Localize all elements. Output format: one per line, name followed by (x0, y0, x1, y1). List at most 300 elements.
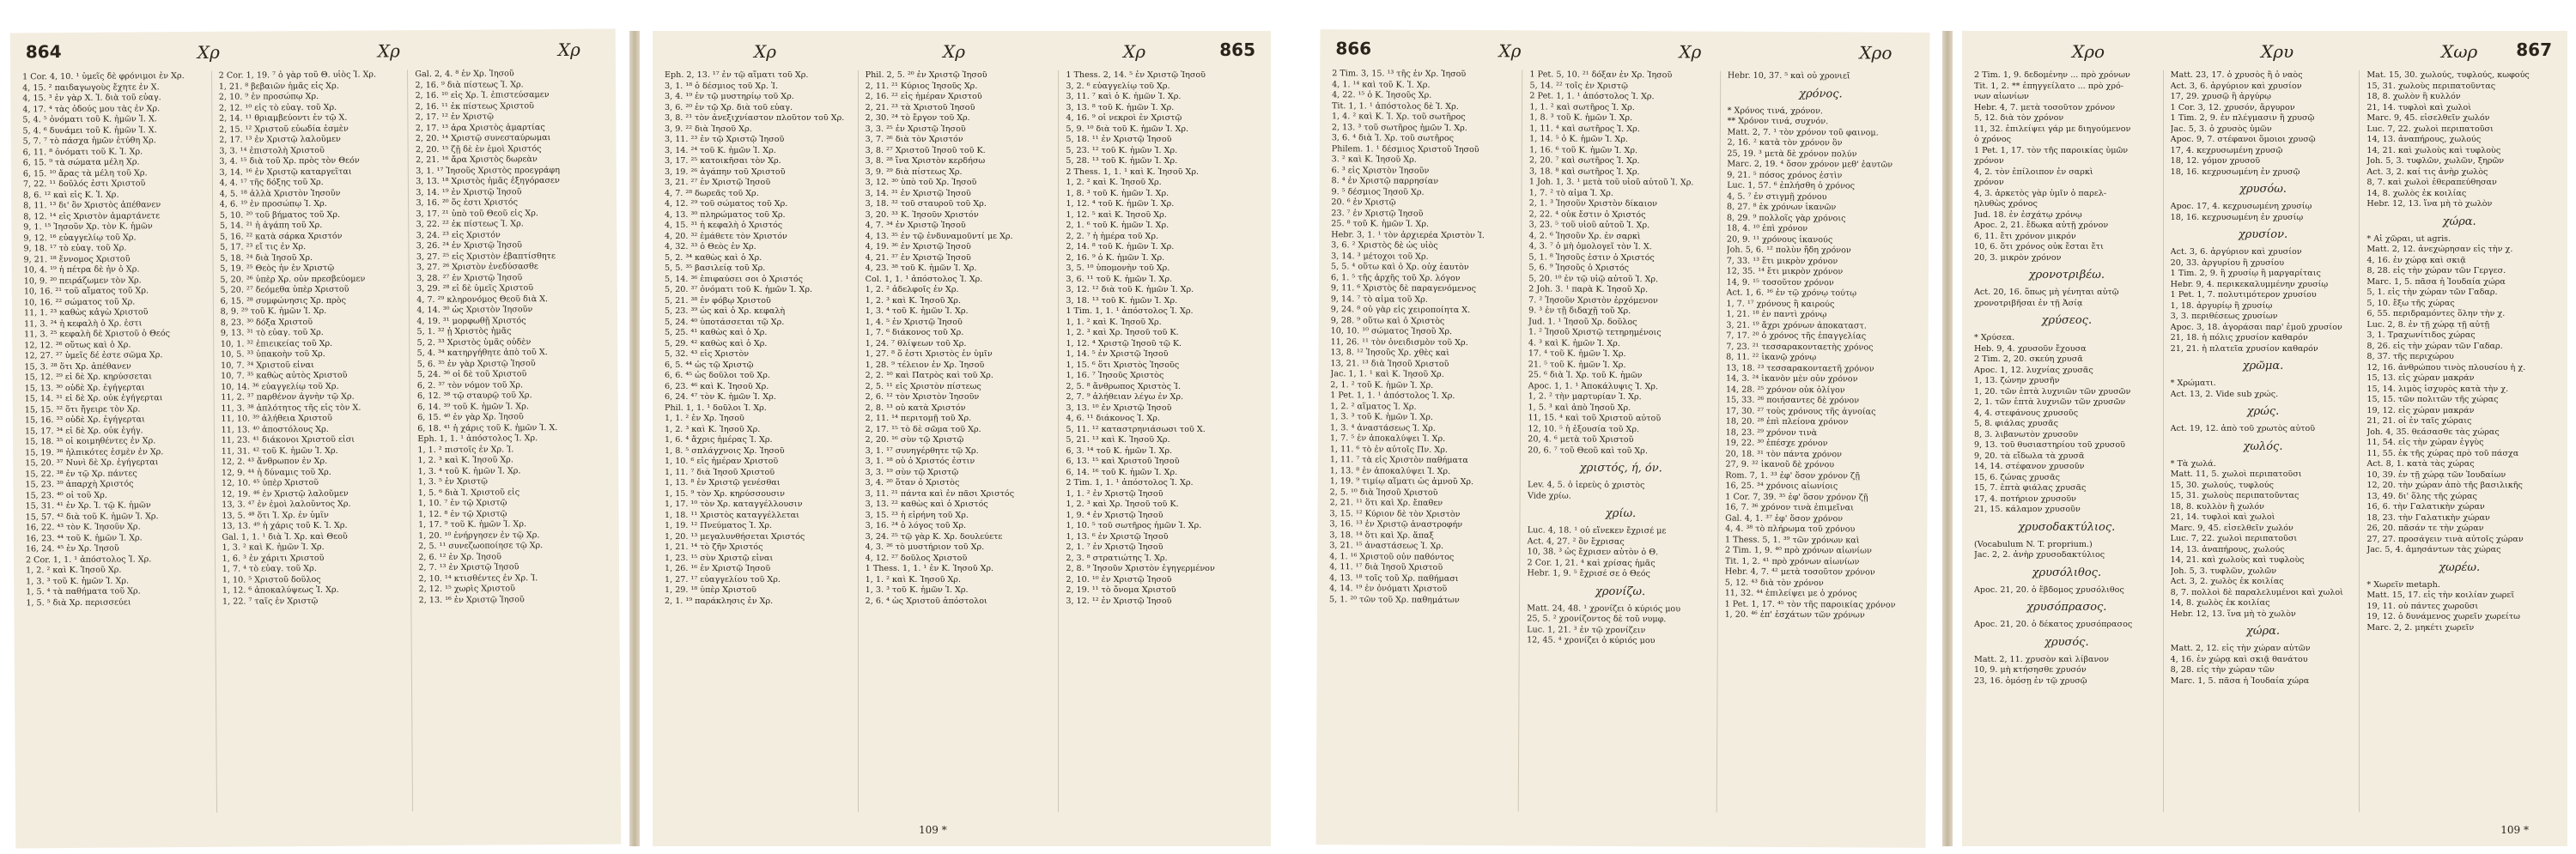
concordance-line: 12, 16. ἀνθρώπου τινὸς πλουσίου ἡ χ. (2366, 362, 2526, 372)
entry-headword: χρίω. (1605, 506, 1637, 521)
concordance-line: 9. ³ ἐν τῇ διδαχῇ τοῦ Χρ. (1528, 306, 1631, 317)
concordance-line: 19, 22. ³⁰ ἐπέσχε χρόνον (1725, 438, 1828, 449)
concordance-line: 3, 22. ²² ἐκ πίστεως Ἰ. Χρ. (416, 219, 524, 230)
concordance-line: 1, 1. ² πιστοῖς ἐν Χρ. Ἰ. (417, 444, 514, 455)
concordance-line: 7. ² Ἰησοῦν Χριστὸν ἐρχόμενον (1528, 294, 1658, 306)
concordance-line: Jud. 18. ἐν ἐσχάτῳ χρόνῳ (1974, 209, 2082, 220)
concordance-line: 5, 32. ⁴³ εἰς Χριστὸν (665, 349, 750, 359)
concordance-line: 1 Pet. 1, 7. πολυτιμότερον χρυσίου (2170, 290, 2317, 300)
concordance-line: Act. 3, 6. ἀργύριον καὶ χρυσίον (2170, 247, 2302, 257)
concordance-line: 13, 18. ²³ τεσσαρακονταετῆ χρόνον (1726, 363, 1874, 374)
concordance-line: 5, 4. ⁵ ὀνόματι τοῦ Κ. ἡμῶν Ἰ. Χ. (22, 114, 157, 125)
concordance-line: 12, 10. ⁵ ἡ ἐξουσία τοῦ Χρ. (1528, 423, 1640, 434)
concordance-line: 3, 4. ¹⁵ διὰ τοῦ Χρ. πρὸς τὸν Θεόν (219, 155, 360, 167)
concordance-line: 2 Thess. 1, 1. ¹ καὶ Κ. Ἰησοῦ Χρ. (1066, 167, 1200, 177)
concordance-line: 2, 2. ⁷ ἡ ἡμέρα τοῦ Χρ. (1066, 231, 1159, 241)
concordance-line: 6, 2. ³⁷ τὸν νόμον τοῦ Χρ. (416, 379, 524, 391)
concordance-line: Tit. 1, 1. ¹ ἀπόστολος δὲ Ἰ. Χρ. (1331, 100, 1459, 112)
concordance-line: 4, 12. ²⁷ δοῦλος Χριστοῦ (865, 553, 968, 563)
concordance-line: 1, 2. ³ καὶ Κ. Ἰησοῦ Χρ. (417, 455, 513, 466)
concordance-line: 3, 9. ²² διὰ Ἰησοῦ Χρ. (665, 124, 752, 134)
concordance-line: 19, 11. οὐ πάντες χωροῦσι (2366, 601, 2479, 611)
concordance-line: 1, 12. ⁵ καὶ Κ. Ἰησοῦ Χρ. (1066, 209, 1167, 220)
concordance-line: 27, 9. ³² ἱκανοῦ δὲ χρόνου (1725, 459, 1835, 470)
concordance-line: 15, 14. λιμὸς ἰσχυρὸς κατὰ τὴν χ. (2366, 384, 2509, 394)
concordance-line: Gal. 2, 4. ⁸ ἐν Χρ. Ἰησοῦ (415, 69, 514, 80)
concordance-line: 1, 20. τῶν ἑπτὰ λυχνιῶν τῶν χρυσῶν (1974, 386, 2131, 397)
concordance-line: 8, 6. ¹² καὶ εἷς Κ. Ἰ. Χρ. (22, 190, 119, 200)
concordance-line: 3, 17. ²¹ ὑπὸ τοῦ Θεοῦ εἰς Χρ. (416, 208, 538, 219)
concordance-line: 1, 5. ⁴ τὰ παθήματα τοῦ Χρ. (26, 586, 141, 597)
concordance-line: 18, 8. χωλὸν ἢ κυλλόν (2366, 92, 2461, 101)
concordance-line: 5, 20. ²⁶ ὑπὲρ Χρ. οὖν πρεσβεύομεν (220, 274, 366, 285)
page-865 (653, 31, 1271, 846)
entry-headword: χρυσόπρασος. (2026, 601, 2107, 614)
concordance-line: Marc. 9, 45. εἰσελθεῖν χωλόν (2170, 523, 2293, 533)
concordance-line: 1, 16. ⁷ Ἰησοῦς Χριστὸς (1066, 371, 1164, 380)
concordance-line: 15, 31. χωλοὺς περιπατοῦντας (2366, 81, 2496, 91)
concordance-line: * Χρόνος τινά, χρόνον. (1727, 106, 1824, 116)
concordance-line: Matt. 24, 48. ¹ χρονίζει ὁ κύριός μου (1527, 603, 1681, 614)
concordance-line: 1 Thess. 1, 1. ¹ ἐν Κ. Ἰησοῦ Χρ. (865, 564, 994, 573)
concordance-line: 2, 6. ¹² τὸν Χριστὸν Ἰησοῦν (865, 392, 980, 402)
concordance-line: 1, 12. ⁴ τοῦ Κ. ἡμῶν Ἰ. Χρ. (1066, 199, 1175, 209)
concordance-line: Luc. 7, 22. χωλοὶ περιπατοῦσι (2366, 124, 2494, 134)
concordance-line: 1, 5. ⁶ διὰ Ἰ. Χριστοῦ εἰς (417, 487, 520, 498)
concordance-line: 5, 1. ⁸ Ἰησοῦς ἐστιν ὁ Χριστός (1528, 251, 1655, 263)
page-864 (10, 29, 622, 849)
concordance-line: 11, 13. ⁴⁰ ἀποστόλους Χρ. (221, 424, 329, 435)
concordance-line: 17, 4. κεχρυσωμένη χρυσῷ (2170, 145, 2283, 155)
concordance-line: 15, 31. χωλοὺς περιπατοῦντας (2170, 491, 2300, 500)
column-headword: Χρ (197, 41, 220, 63)
concordance-line: 1, 3. ⁴ τοῦ Κ. ἡμῶν Ἰ. Χρ. (865, 306, 969, 316)
concordance-line: 5, 6. ³⁵ ἐν γὰρ Χριστῷ Ἰησοῦ (416, 358, 536, 369)
concordance-line: 3, 9. ²⁹ διὰ πίστεως Χρ. (865, 167, 963, 177)
entry-headword: χριστός, ή, όν. (1579, 461, 1662, 475)
concordance-line: 8, 7. καὶ χωλοὶ ἐθεραπεύθησαν (2366, 178, 2497, 187)
concordance-line: 1, 10. ⁵ τοῦ σωτῆρος ἡμῶν Ἰ. Χρ. (1066, 521, 1202, 530)
concordance-line: 21, 18. ἡ πόλις χρυσίον καθαρόν (2170, 333, 2308, 342)
concordance-line: 2, 1. ³ Ἰησοῦν Χριστὸν δίκαιον (1528, 198, 1658, 209)
concordance-column (415, 69, 609, 812)
concordance-line: 3, 29. ²⁸ εἰ δὲ ὑμεῖς Χριστοῦ (416, 283, 534, 294)
concordance-line: 10, 7. ³⁴ Χριστοῦ εἶναι (221, 360, 314, 371)
column-headword: Χρο (1859, 42, 1893, 64)
entry-headword: χρώς. (2246, 405, 2280, 418)
concordance-line: 1, 2. ² καὶ Κ. Ἰησοῦ Χρ. (1066, 178, 1162, 187)
concordance-column (1974, 70, 2164, 812)
concordance-line: 1, 28. ⁹ τέλειον ἐν Χρ. Ἰησοῦ (865, 360, 985, 370)
concordance-line: 3, 13. ¹⁰ ἐν Χριστῷ Ἰησοῦ (1066, 403, 1172, 413)
concordance-column (1723, 71, 1917, 814)
concordance-line: 5, 28. ¹³ τοῦ Κ. ἡμῶν Ἰ. Χρ. (1066, 156, 1178, 166)
concordance-line: 1, 22. ⁷ ταῖς ἐν Χριστῷ (222, 596, 319, 607)
concordance-line: 1, 21. ⁸ βεβαιῶν ἡμᾶς εἰς Χρ. (218, 81, 339, 92)
concordance-line: 21, 14. τυφλοὶ καὶ χωλοὶ (2366, 102, 2472, 112)
concordance-line: 3, 14. ¹⁶ ἐν Χριστῷ καταργεῖται (219, 167, 352, 178)
concordance-line: 15, 31. ⁴¹ ἐν Χρ. Ἰ. τῷ Κ. ἡμῶν (25, 500, 151, 512)
concordance-line: 1, 7. ⁵ ἐν ἀποκαλύψει Ἰ. Χρ. (1329, 433, 1446, 444)
concordance-line: χρόνον (1974, 178, 2004, 187)
concordance-line: 25. ⁶ διὰ Ἰ. Χρ. τοῦ Κ. ἡμῶν (1528, 370, 1643, 381)
concordance-line: 3, 27. ²⁶ Χριστὸν ἐνεδύσασθε (416, 262, 538, 273)
concordance-line: 15, 19. ³⁶ ἠλπικότες ἐσμὲν ἐν Χρ. (25, 446, 164, 457)
concordance-line: 2, 17. ¹⁵ τὸ δὲ σῶμα τοῦ Χρ. (865, 424, 981, 434)
concordance-line: 2, 21. ¹⁶ ἄρα Χριστὸς δωρεὰν (416, 154, 538, 166)
concordance-line: 12, 20. τὴν χώραν ἀπὸ τῆς βασιλικῆς (2366, 481, 2523, 490)
concordance-line: 2, 22. ⁴ οὐκ ἔστιν ὁ Χριστός (1528, 209, 1646, 220)
concordance-line: 2, 20. ¹⁶ σὺν τῷ Χριστῷ (865, 435, 964, 445)
concordance-line: 1, 7. ² τὸ αἷμα Ἰ. Χρ. (1528, 187, 1613, 198)
concordance-line: 1, 24. ⁷ θλίψεων τοῦ Χρ. (865, 338, 967, 348)
concordance-line: 5, 1. ³² ᾗ Χριστὸς ἡμᾶς (416, 326, 512, 337)
concordance-line: 4, 15. ³¹ ἡ κεφαλὴ ὁ Χριστός (665, 221, 783, 230)
concordance-line: Matt. 15, 17. εἰς τὴν κοιλίαν χωρεῖ (2366, 591, 2515, 600)
concordance-line: 6, 12. ³⁸ τῷ σταυρῷ τοῦ Χρ. (416, 391, 532, 402)
concordance-line: Act. 3, 2. καί τις ἀνὴρ χωλὸς (2366, 167, 2488, 177)
concordance-line: 1 Pet. 1, 17. τὸν τῆς παροικίας ὑμῶν (1974, 145, 2129, 155)
concordance-line: 3, 24. ²³ εἰς Χριστόν (416, 229, 501, 240)
concordance-line: 19, 12. ὁ δυνάμενος χωρεῖν χωρείτω (2366, 612, 2520, 621)
concordance-line: 8, 11. ²² ἱκανῷ χρόνῳ (1726, 352, 1817, 363)
concordance-line: 13, 13. ⁴⁹ ἡ χάρις τοῦ Κ. Ἰ. Χρ. (222, 520, 348, 531)
concordance-column (219, 70, 414, 813)
concordance-line: 4, 15. ² παιδαγωγοὺς ἔχητε ἐν Χ. (22, 82, 160, 93)
concordance-line: 3, 3. ¹⁹ σὺν τῷ Χριστῷ (865, 467, 959, 477)
concordance-line: 23. ⁷ ἐν Χριστῷ Ἰησοῦ (1331, 208, 1424, 219)
concordance-column (2171, 70, 2360, 812)
concordance-line: 3, 8. ²⁸ ἵνα Χριστὸν κερδήσω (865, 156, 986, 166)
concordance-line: 5, 1. εἰς τὴν χώραν τῶν Γαδαρ. (2366, 288, 2498, 297)
concordance-line: 2, 7. ¹³ ἐν Χριστῷ Ἰησοῦ (418, 562, 519, 573)
concordance-line: 5, 5. ³⁵ βασιλείᾳ τοῦ Χρ. (665, 263, 766, 273)
concordance-line: 9, 11. ⁶ Χριστὸς δὲ παραγενόμενος (1330, 283, 1477, 294)
concordance-line: 5, 18. ²⁴ διὰ Ἰησοῦ Χρ. (220, 252, 313, 263)
concordance-line: Tit. 1, 2. ⁴¹ πρὸ χρόνων αἰωνίων (1724, 556, 1860, 566)
concordance-line: ηλυθὼς χρόνος (1974, 199, 2038, 209)
concordance-line: 3, 6. ¹¹ τοῦ Κ. ἡμῶν Ἰ. Χρ. (1066, 274, 1173, 284)
concordance-line: 2, 13. ¹⁶ ἐν Χριστῷ Ἰησοῦ (418, 594, 525, 605)
concordance-column (665, 70, 859, 812)
concordance-line: 2, 15. ¹² Χριστοῦ εὐωδία ἐσμὲν (219, 124, 349, 135)
concordance-line: 9, 21. ¹⁸ ἔννομος Χριστοῦ (23, 254, 131, 264)
concordance-line: Philem. 1. ¹ δέσμιος Χριστοῦ Ἰησοῦ (1331, 143, 1479, 154)
concordance-line: 5, 20. ²⁷ δεόμεθα ὑπὲρ Χριστοῦ (220, 284, 349, 295)
concordance-line: Apoc. 1, 1. ¹ Ἀποκάλυψις Ἰ. Χρ. (1528, 380, 1659, 391)
column-headword: Χωρ (2441, 41, 2478, 62)
concordance-line: 3, 18. ¹³ τοῦ Κ. ἡμῶν Ἰ. Χρ. (1066, 295, 1178, 306)
concordance-line: 11, 3. ²⁵ κεφαλὴ δὲ Χριστοῦ ὁ Θεός (24, 329, 171, 340)
concordance-line: 21, 14. τυφλοὶ καὶ χωλοὶ (2170, 512, 2275, 522)
concordance-line: Apoc. 3, 18. ἀγοράσαι παρ' ἐμοῦ χρυσίον (2170, 322, 2342, 332)
concordance-line: 15, 18. ³⁵ οἱ κοιμηθέντες ἐν Χρ. (24, 436, 156, 447)
concordance-line: 2, 1. τῶν ἑπτὰ λυχνιῶν τῶν χρυσῶν (1974, 397, 2126, 407)
concordance-line: Act. 13, 2. Vide sub χρώς. (2170, 389, 2279, 399)
concordance-line: 1, 2. ³ καὶ Κ. Ἰησοῦ Χρ. (665, 424, 761, 434)
concordance-line: 9, 13. τοῦ θυσιαστηρίου τοῦ χρυσοῦ (1974, 440, 2125, 450)
concordance-line: 14, 21. καὶ χωλοὺς καὶ τυφλοὺς (2170, 555, 2305, 565)
concordance-line: 3, 12. ¹² ἐν Χριστῷ Ἰησοῦ (1066, 596, 1172, 606)
concordance-line: 4, 7. ³⁴ ἐν Χριστῷ Ἰησοῦ (865, 221, 966, 230)
concordance-line: 21, 21. ἡ πλατεῖα χρυσίον καθαρόν (2170, 343, 2318, 354)
concordance-line: Heb. 9, 4. χρυσοῦν ἔχουσα (1974, 343, 2087, 354)
concordance-line: * Αἱ χῶραι, ut agris. (2366, 233, 2451, 244)
concordance-line: Hebr. 12, 13. ἵνα μὴ τὸ χωλὸν (2170, 609, 2296, 619)
concordance-line: 2, 5. ⁸ ἄνθρωπος Χριστὸς Ἰ. (1066, 381, 1182, 391)
concordance-line: 1 Tim. 2, 9. ἐν πλέγμασιν ἢ χρυσῷ (2170, 113, 2315, 123)
concordance-line: 23, 16. ὀμόσῃ ἐν τῷ χρυσῷ (1974, 675, 2087, 686)
concordance-line: 13, 21. ¹³ διὰ Ἰησοῦ Χριστοῦ (1330, 358, 1449, 369)
concordance-line: 2, 20. ⁷ καὶ σωτῆρος Ἰ. Χρ. (1528, 155, 1640, 167)
concordance-line: 4, 1. ¹⁴ καὶ τοῦ Κ. Ἰ. Χρ. (1332, 79, 1431, 90)
concordance-line: 7, 17. ²⁰ ὁ χρόνος τῆς ἐπαγγελίας (1726, 330, 1867, 342)
column-headword: Χρ (1498, 40, 1522, 62)
concordance-line: 5, 4. ⁶ δυνάμει τοῦ Κ. ἡμῶν Ἰ. Χ. (22, 124, 157, 136)
concordance-line: 1, 3. ³ τοῦ Κ. ἡμῶν Ἰ. Χρ. (865, 585, 969, 595)
concordance-line: Phil. 2, 5. ²⁰ ἐν Χριστῷ Ἰησοῦ (865, 70, 987, 80)
concordance-line: χρόνον (1974, 156, 2004, 166)
concordance-line: 2, 16. ¹⁰ εἰς Χρ. Ἰ. ἐπιστεύσαμεν (415, 90, 550, 101)
concordance-line: Phil. 1, 1. ¹ δοῦλοι Ἰ. Χρ. (665, 403, 767, 413)
concordance-line: Vide χρίω. (1527, 490, 1571, 501)
concordance-line: 9, 13. ³¹ τὸ εὐαγ. τοῦ Χρ. (220, 327, 324, 338)
concordance-line: 8, 3. λιβανωτὸν χρυσοῦν (1974, 429, 2079, 439)
concordance-line: Act. 8, 1. κατὰ τὰς χώρας (2366, 459, 2475, 469)
concordance-line: 7, 22. ¹¹ δοῦλός ἐστι Χριστοῦ (22, 179, 146, 190)
concordance-line: 3, 18. ³² τοῦ σταυροῦ τοῦ Χρ. (865, 199, 987, 209)
concordance-line: 5, 2. ³⁴ καθὼς καὶ ὁ Χρ. (665, 252, 762, 263)
concordance-line: 11, 1. ²³ καθὼς κἀγὼ Χριστοῦ (23, 307, 149, 318)
concordance-line: 2 Cor. 1, 19. ⁷ ὁ γὰρ τοῦ Θ. υἱὸς Ἰ. Χρ. (218, 70, 377, 81)
entry-headword: χωρέω. (2439, 560, 2481, 574)
concordance-line: 17, 30. ²⁷ τοὺς χρόνους τῆς ἀγνοίας (1725, 406, 1876, 417)
concordance-line: 17, 4. ποτήριον χρυσοῦν (1974, 494, 2076, 504)
concordance-line: 10, 4. ¹⁹ ἡ πέτρα δὲ ἦν ὁ Χρ. (23, 264, 140, 276)
column-headword: Χρ (1123, 41, 1145, 62)
concordance-line: 15, 7. ἑπτὰ φιάλας χρυσᾶς (1974, 483, 2087, 493)
concordance-line: 1, 18. ¹¹ Χριστὸς καταγγέλλεται (665, 510, 799, 520)
concordance-line: 3, 17. ²⁵ κατοικῆσαι τὸν Χρ. (665, 156, 781, 166)
concordance-line: Matt. 2, 7. ¹ τὸν χρόνον τοῦ φαινομ. (1727, 127, 1879, 138)
concordance-line: 3, 13. ²² καθὼς καὶ ὁ Χριστός (865, 500, 988, 509)
concordance-line: 8, 23. ³⁰ δόξα Χριστοῦ (220, 317, 313, 328)
concordance-line: 15, 6. ζώνας χρυσᾶς (1974, 472, 2060, 482)
concordance-line: 5, 19. ²⁵ Θεὸς ἦν ἐν Χριστῷ (220, 263, 335, 274)
concordance-line: 5, 17. ²³ εἴ τις ἐν Χρ. (220, 242, 307, 252)
concordance-line: 10, 38. ³ ὡς ἔχρισεν αὐτὸν ὁ Θ. (1527, 547, 1659, 558)
concordance-line: 1 Pet. 5, 10. ²¹ δόξαν ἐν Χρ. Ἰησοῦ (1529, 70, 1673, 81)
concordance-line: Joh. 5, 3. τυφλῶν, χωλῶν (2170, 566, 2277, 576)
concordance-line: 1, 2. ² αἵματος Ἰ. Χρ. (1330, 401, 1417, 412)
concordance-line: 4, 23. ³⁸ τοῦ Κ. ἡμῶν Ἰ. Χρ. (865, 263, 977, 273)
book-gutter-left (629, 31, 640, 846)
concordance-column (22, 71, 217, 815)
concordance-line: 4, 32. ³³ ὁ Θεὸς ἐν Χρ. (665, 242, 756, 251)
concordance-line: Gal. 4, 1. ³⁷ ἐφ' ὅσον χρόνον (1725, 513, 1844, 524)
concordance-line: 2, 7. ⁹ ἀλήθειαν λέγω ἐν Χρ. (1066, 392, 1184, 402)
concordance-line: 2, 6. ⁴ ὡς Χριστοῦ ἀπόστολοι (865, 596, 987, 606)
concordance-line: 3, 14. ³ μέτοχοι τοῦ Χρ. (1331, 251, 1429, 262)
concordance-line: 2, 21. ¹¹ ὅτι καὶ Χρ. ἔπαθεν (1329, 498, 1443, 508)
concordance-line: 21, 21. οἱ ἐν ταῖς χώραις (2366, 416, 2472, 426)
concordance-line: 1, 3. ⁴ τοῦ Κ. ἡμῶν Ἰ. Χρ. (417, 465, 521, 476)
concordance-line: 2, 14. ¹¹ θριαμβεύοντι ἐν τῷ Χ. (219, 112, 348, 124)
concordance-line: 1, 12. ⁶ ἀποκαλύψεως Ἰ. Χρ. (222, 584, 339, 596)
entry-headword: χρυσοδακτύλιος. (2018, 520, 2116, 534)
entry-headword: χρυσόω. (2239, 183, 2287, 196)
concordance-line: 5, 14. ²¹ ἡ ἀγάπη τοῦ Χρ. (219, 220, 323, 231)
concordance-line: 13, 5. ⁴⁸ ὅτι Ἰ. Χρ. ἐν ὑμῖν (222, 510, 329, 521)
concordance-line: 11, 23. ⁴¹ διάκονοι Χριστοῦ εἰσι (221, 434, 355, 445)
concordance-line: Matt. 2, 11. χρυσὸν καὶ λίβανον (1974, 654, 2109, 664)
concordance-line: 15, 15. τῶν πολιτῶν τῆς χώρας (2366, 395, 2499, 404)
concordance-line: 4, 16. ἐν χώρᾳ καὶ σκιᾷ (2366, 255, 2466, 265)
concordance-line: 3, 8. ²⁷ Χριστοῦ Ἰησοῦ τοῦ Κ. (865, 145, 986, 155)
concordance-line: 3, 21. ²⁷ ἐν Χριστῷ Ἰησοῦ (665, 178, 771, 187)
concordance-line: 15, 16. ³³ οὐδὲ Χρ. ἐγήγερται (24, 415, 145, 426)
concordance-line: 5, 5. ⁴ οὕτω καὶ ὁ Χρ. οὐχ ἑαυτὸν (1331, 262, 1469, 273)
concordance-line: 11, 55. ἐκ τῆς χώρας πρὸ τοῦ πάσχα (2366, 448, 2519, 458)
concordance-line: 6, 23. ⁴⁶ καὶ Κ. Ἰησοῦ Χρ. (665, 381, 769, 391)
concordance-line: 5, 4. ³⁴ κατηργήθητε ἀπὸ τοῦ Χ. (416, 348, 548, 359)
concordance-line: 2, 8. ¹³ οὐ κατὰ Χριστόν (865, 403, 966, 413)
concordance-line: 3, 16. ²⁰ ὅς ἐστι Χριστός (416, 197, 518, 209)
concordance-line: 16, 22. ⁴³ τὸν Κ. Ἰησοῦν Χρ. (25, 522, 141, 533)
concordance-line: 1, 2. ³ καὶ Χρ. Ἰησοῦ τοῦ Κ. (1066, 500, 1179, 509)
concordance-line: 2, 16. ² κατὰ τὸν χρόνον ὃν (1727, 137, 1843, 148)
concordance-line: 3, 7. ²⁶ διὰ τὸν Χριστόν (865, 135, 963, 144)
concordance-line: 10, 7. ³⁵ καθὼς αὐτὸς Χριστοῦ (221, 370, 348, 381)
concordance-line: 4, 11. ¹⁷ διὰ Ἰησοῦ Χριστοῦ (1329, 562, 1443, 572)
concordance-line: 14, 3. ²⁴ ἱκανὸν μὲν οὖν χρόνον (1725, 373, 1858, 385)
concordance-line: 7, 23. ²¹ τεσσαρακονταετὴς χρόνος (1726, 342, 1874, 353)
concordance-line: 2, 11. ¹⁴ περιτομῇ τοῦ Χρ. (865, 414, 972, 423)
concordance-line: 1, 8. ³ τοῦ Κ. ἡμῶν Ἰ. Χρ. (1066, 188, 1170, 198)
concordance-line: 25, 19. ³ μετὰ δὲ χρόνον πολύν (1727, 148, 1857, 159)
concordance-line: 3, 13. ¹⁸ Χριστὸς ἡμᾶς ἐξηγόρασεν (416, 176, 560, 187)
concordance-line: 6, 14. ¹⁶ τοῦ Κ. ἡμῶν Ἰ. Χρ. (1066, 467, 1178, 477)
concordance-line: 1, 3. ⁴ ἀναστάσεως Ἰ. Χρ. (1330, 422, 1436, 433)
concordance-line: Hebr. 3, 1. ¹ τὸν ἀρχιερέα Χριστὸν Ἰ. (1331, 229, 1485, 240)
concordance-line: 5, 21. ³⁸ ἐν φόβῳ Χριστοῦ (665, 295, 771, 306)
concordance-line: 1, 2. ² καὶ Κ. Ἰησοῦ Χρ. (26, 565, 122, 576)
concordance-line: 2, 19. ¹¹ τὸ ὄνομα Χριστοῦ (1066, 585, 1176, 595)
concordance-line: 1, 6. ³ ἐν χάριτι Χριστοῦ (222, 553, 325, 564)
concordance-line: 1, 19. ⁹ τιμίῳ αἵματι ὡς ἀμνοῦ Χρ. (1329, 476, 1474, 488)
concordance-line: Act. 3, 6. ἀργύριον καὶ χρυσίον (2170, 81, 2302, 91)
concordance-line: 8, 7. πολλοὶ δὲ παραλελυμένοι καὶ χωλοὶ (2170, 587, 2343, 597)
concordance-line: 3, 26. ²⁴ ἐν Χριστῷ Ἰησοῦ (416, 240, 522, 251)
page-header (1978, 39, 2552, 64)
concordance-line: 2, 1. ² τοῦ Κ. ἡμῶν Ἰ. Χρ. (1330, 379, 1434, 391)
concordance-line: Matt. 11, 5. χωλοὶ περιπατοῦσι (2170, 469, 2302, 479)
concordance-line: 9. ⁵ δέσμιος Ἰησοῦ Χρ. (1331, 186, 1425, 197)
concordance-line: 11, 3. ²⁴ ἡ κεφαλὴ ὁ Χρ. ἐστι (24, 318, 143, 329)
concordance-line: 8, 11. ¹³ δι' ὃν Χριστὸς ἀπέθανεν (23, 200, 161, 211)
concordance-line: 4, 6. ¹¹ διάκονος Ἰ. Χρ. (1066, 414, 1160, 423)
concordance-line: 5, 14. ³⁶ ἐπιφαύσει σοι ὁ Χριστός (665, 274, 804, 284)
concordance-line: 2, 16. ²² εἰς ἡμέραν Χριστοῦ (865, 92, 982, 101)
concordance-line: 18, 12. γόμον χρυσοῦ (2170, 156, 2261, 166)
concordance-columns (1974, 70, 2555, 812)
page-number: 865 (1219, 39, 1255, 60)
concordance-line: 2, 12. ¹⁰ εἰς τὸ εὐαγ. τοῦ Χρ. (218, 102, 337, 113)
concordance-line: 4, 3. ²⁶ τὸ μυστήριον τοῦ Χρ. (865, 542, 985, 552)
concordance-line: 10, 9. ²⁰ πειράζωμεν τὸν Χρ. (23, 275, 142, 286)
concordance-line: 6, 6. ⁴⁵ ὡς δοῦλοι τοῦ Χρ. (665, 371, 770, 380)
concordance-line: 2, 13. ³ τοῦ σωτῆρος ἡμῶν Ἰ. Χρ. (1331, 122, 1467, 133)
concordance-line: 2, 10. ¹⁰ ἐν Χριστῷ Ἰησοῦ (1066, 574, 1172, 584)
concordance-line: 12, 10. ⁴⁵ ὑπὲρ Χριστοῦ (221, 477, 319, 488)
concordance-line: 6, 11. ⁸ ὀνόματι τοῦ Κ. Ἰ. Χρ. (22, 146, 143, 157)
concordance-line: 1, 10. ⁷ ἐν τῷ Χριστῷ (417, 498, 507, 509)
concordance-line: Act. 1, 6. ¹⁶ ἐν τῷ χρόνῳ τούτῳ (1726, 288, 1857, 299)
concordance-line: 12, 9. ⁴⁴ ἡ δύναμις τοῦ Χρ. (221, 467, 331, 478)
concordance-line: Joh. 5, 3. τυφλῶν, χωλῶν, ξηρῶν (2366, 156, 2505, 166)
concordance-line: 27, 27. προσάγειν τινὰ αὐτοῖς χώραν (2366, 534, 2524, 544)
concordance-line: 14, 21. καὶ χωλοὺς καὶ τυφλοὺς (2366, 145, 2501, 155)
page-866 (1316, 29, 1930, 848)
column-headword: Χρ (377, 40, 400, 62)
concordance-line: 4, 20. ³² ἐμάθετε τὸν Χριστόν (665, 231, 787, 241)
concordance-line: 3, 15. ¹² Κύριον δὲ τὸν Χριστὸν (1329, 508, 1461, 519)
concordance-line: 2, 12. ¹⁵ χωρὶς Χριστοῦ (418, 584, 516, 595)
concordance-line: 6, 3. ¹⁴ τοῦ Κ. ἡμῶν Ἰ. Χρ. (1066, 445, 1173, 456)
concordance-line: 18, 23. ²⁹ χρόνον τινὰ (1725, 427, 1818, 438)
concordance-line: 5, 20. ³⁷ ὀνόματι τοῦ Κ. ἡμῶν Ἰ. Χρ. (665, 285, 813, 294)
entry-headword: χρονοτριβέω. (2028, 269, 2105, 282)
concordance-line: 14, 28. ²⁵ χρόνον οὐκ ὀλίγον (1725, 385, 1845, 395)
concordance-line: 12, 35. ¹⁴ ἔτι μικρὸν χρόνον (1726, 266, 1844, 277)
concordance-line: 6, 15. ⁹ τὰ σώματα μέλη Χρ. (22, 157, 140, 168)
concordance-line: 1, 13. ⁸ ἐν Χριστῷ γενέσθαι (665, 478, 781, 488)
concordance-line: 1 Tim. 1, 1. ¹ ἀπόστολος Ἰ. Χρ. (1066, 306, 1194, 316)
concordance-line: 6. ³ εἰς Χριστὸν Ἰησοῦν (1331, 165, 1430, 176)
concordance-line: 1, 11. ⁴ καὶ σωτῆρος Ἰ. Χρ. (1529, 123, 1640, 134)
concordance-line: 4, 16. ⁹ οἱ νεκροὶ ἐν Χριστῷ (1066, 113, 1182, 123)
concordance-line: 20, 3. μικρὸν χρόνον (1974, 252, 2062, 263)
page-header (26, 38, 600, 66)
concordance-line: Col. 1, 1. ¹ ἀπόστολος Ἰ. Χρ. (865, 274, 983, 284)
concordance-line: Marc. 2, 19. ⁴ ὅσον χρόνον μεθ' ἑαυτῶν (1727, 159, 1893, 170)
concordance-line: 1, 14. ⁵ ἐν Χριστῷ Ἰησοῦ (1066, 349, 1169, 359)
concordance-line: 2, 3. ⁸ στρατιώτης Ἰ. Χρ. (1066, 553, 1168, 563)
concordance-column (1066, 70, 1259, 812)
concordance-line: 1, 15. ⁶ ὅτι Χριστὸς Ἰησοῦς (1066, 360, 1180, 370)
concordance-line: 8, 12. ¹⁴ εἰς Χριστὸν ἁμαρτάνετε (23, 210, 161, 221)
concordance-line: 3, 14. ¹⁹ ἐν Χριστῷ Ἰησοῦ (416, 186, 522, 197)
concordance-line: 3, 1. ¹⁷ συνηγέρθητε τῷ Χρ. (865, 445, 979, 456)
concordance-line: 4, 21. ³⁷ ἐν Χριστῷ Ἰησοῦ (865, 252, 971, 263)
concordance-line: 4, 7. ²⁸ δωρεᾶς τοῦ Χρ. (665, 188, 759, 198)
concordance-line: 16, 24. ⁴⁵ ἐν Χρ. Ἰησοῦ (25, 543, 119, 554)
concordance-line: 5, 24. ³⁶ οἱ δὲ τοῦ Χριστοῦ (416, 369, 527, 380)
concordance-line: 1, 1. ² ἐν Χριστῷ Ἰησοῦ (1066, 488, 1163, 499)
concordance-line: 8, 27. ⁸ ἐκ χρόνων ἱκανῶν (1727, 202, 1837, 213)
concordance-line: 15, 12. ²⁹ εἰ δὲ Χρ. κηρύσσεται (24, 372, 153, 383)
concordance-line: 3, 1. Τραχωνίτιδος χώρας (2366, 330, 2476, 340)
concordance-line: 1, 27. ¹⁷ εὐαγγελίου τοῦ Χρ. (665, 574, 781, 584)
concordance-line: 1. ² Ἰησοῦ Χριστῷ τετηρημένοις (1528, 327, 1662, 338)
concordance-line: 3, 19. ²⁶ ἀγάπην τοῦ Χριστοῦ (665, 167, 786, 177)
concordance-line: 14, 8. χωλὸς ἐκ κοιλίας (2366, 188, 2467, 198)
concordance-column (2366, 70, 2555, 812)
concordance-line: 3, 15. ²³ ἡ εἰρήνη τοῦ Χρ. (865, 510, 969, 520)
concordance-line: 4. ³ καὶ Κ. ἡμῶν Ἰ. Χρ. (1528, 337, 1620, 348)
concordance-line: 11, 26. ¹¹ τὸν ὀνειδισμὸν τοῦ Χρ. (1330, 336, 1468, 348)
concordance-line: 3, 18. ⁸ καὶ σωτῆρος Ἰ. Χρ. (1528, 166, 1640, 177)
